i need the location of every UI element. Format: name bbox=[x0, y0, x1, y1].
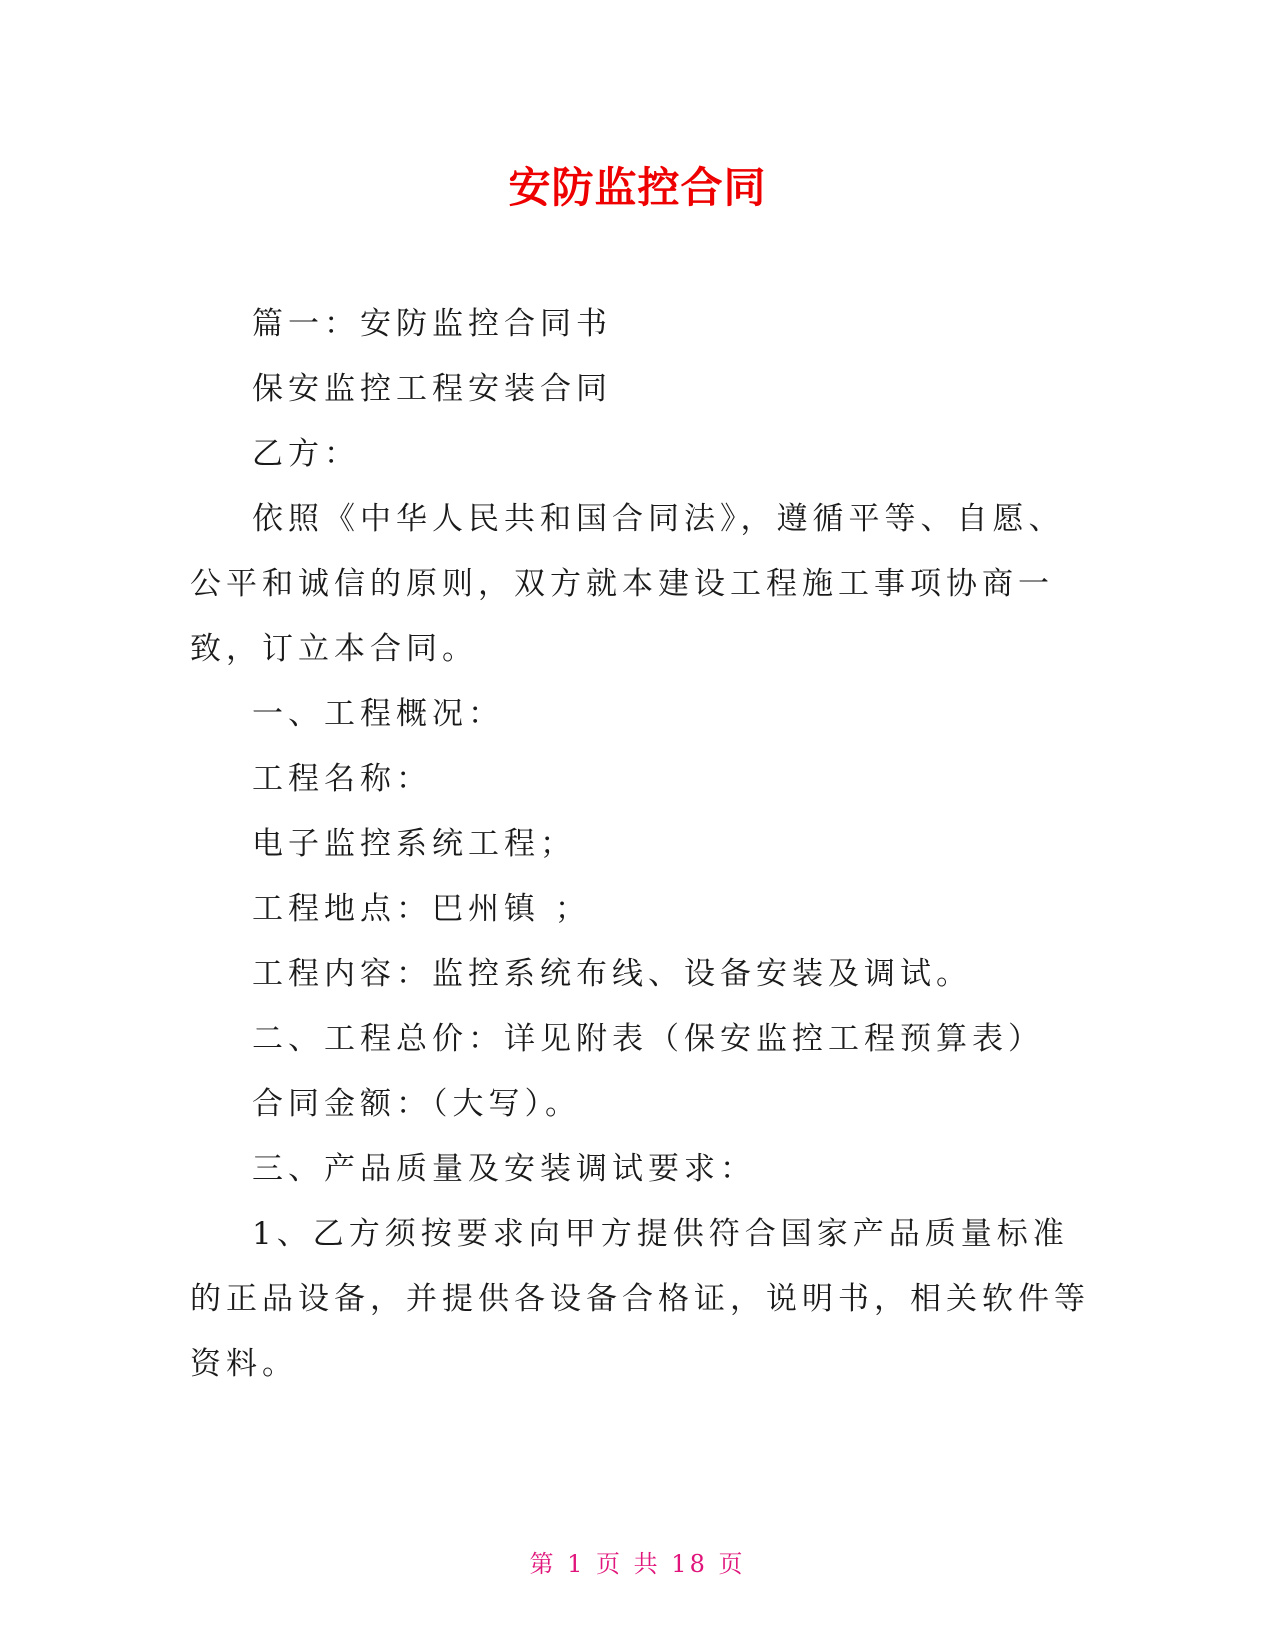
paragraph-project-location: 工程地点：巴州镇 ； bbox=[252, 891, 591, 927]
paragraph-project-content: 工程内容：监控系统布线、设备安装及调试。 bbox=[252, 956, 972, 992]
paragraph-clause-1: 1、乙方须按要求向甲方提供符合国家产品质量标准的正品设备，并提供各设备合格证，说明书，相关软件等资料。 bbox=[190, 1216, 1090, 1382]
paragraph-project-overview: 一、工程概况： bbox=[252, 696, 504, 732]
paragraph-total-price: 二、工程总价：详见附表（保安监控工程预算表） bbox=[252, 1021, 1044, 1057]
paragraph-party-b: 乙方： bbox=[252, 436, 360, 472]
document-body bbox=[190, 292, 1090, 1397]
paragraph-quality-requirements: 三、产品质量及安装调试要求： bbox=[252, 1151, 756, 1187]
paragraph-preamble: 依照《中华人民共和国合同法》，遵循平等、自愿、公平和诚信的原则，双方就本建设工程施工事项协商一致，订立本合同。 bbox=[190, 501, 1065, 667]
paragraph-project-name-value: 电子监控系统工程； bbox=[252, 826, 576, 862]
paragraph-section-heading: 篇一：安防监控合同书 bbox=[252, 306, 612, 342]
paragraph-contract-amount: 合同金额：（大写）。 bbox=[252, 1086, 581, 1122]
paragraph-contract-name: 保安监控工程安装合同 bbox=[252, 371, 612, 407]
document-title: 安防监控合同 bbox=[508, 163, 767, 212]
paragraph-project-name-label: 工程名称： bbox=[252, 761, 432, 797]
page-number-footer: 第 1 页 共 18 页 bbox=[529, 1550, 746, 1578]
